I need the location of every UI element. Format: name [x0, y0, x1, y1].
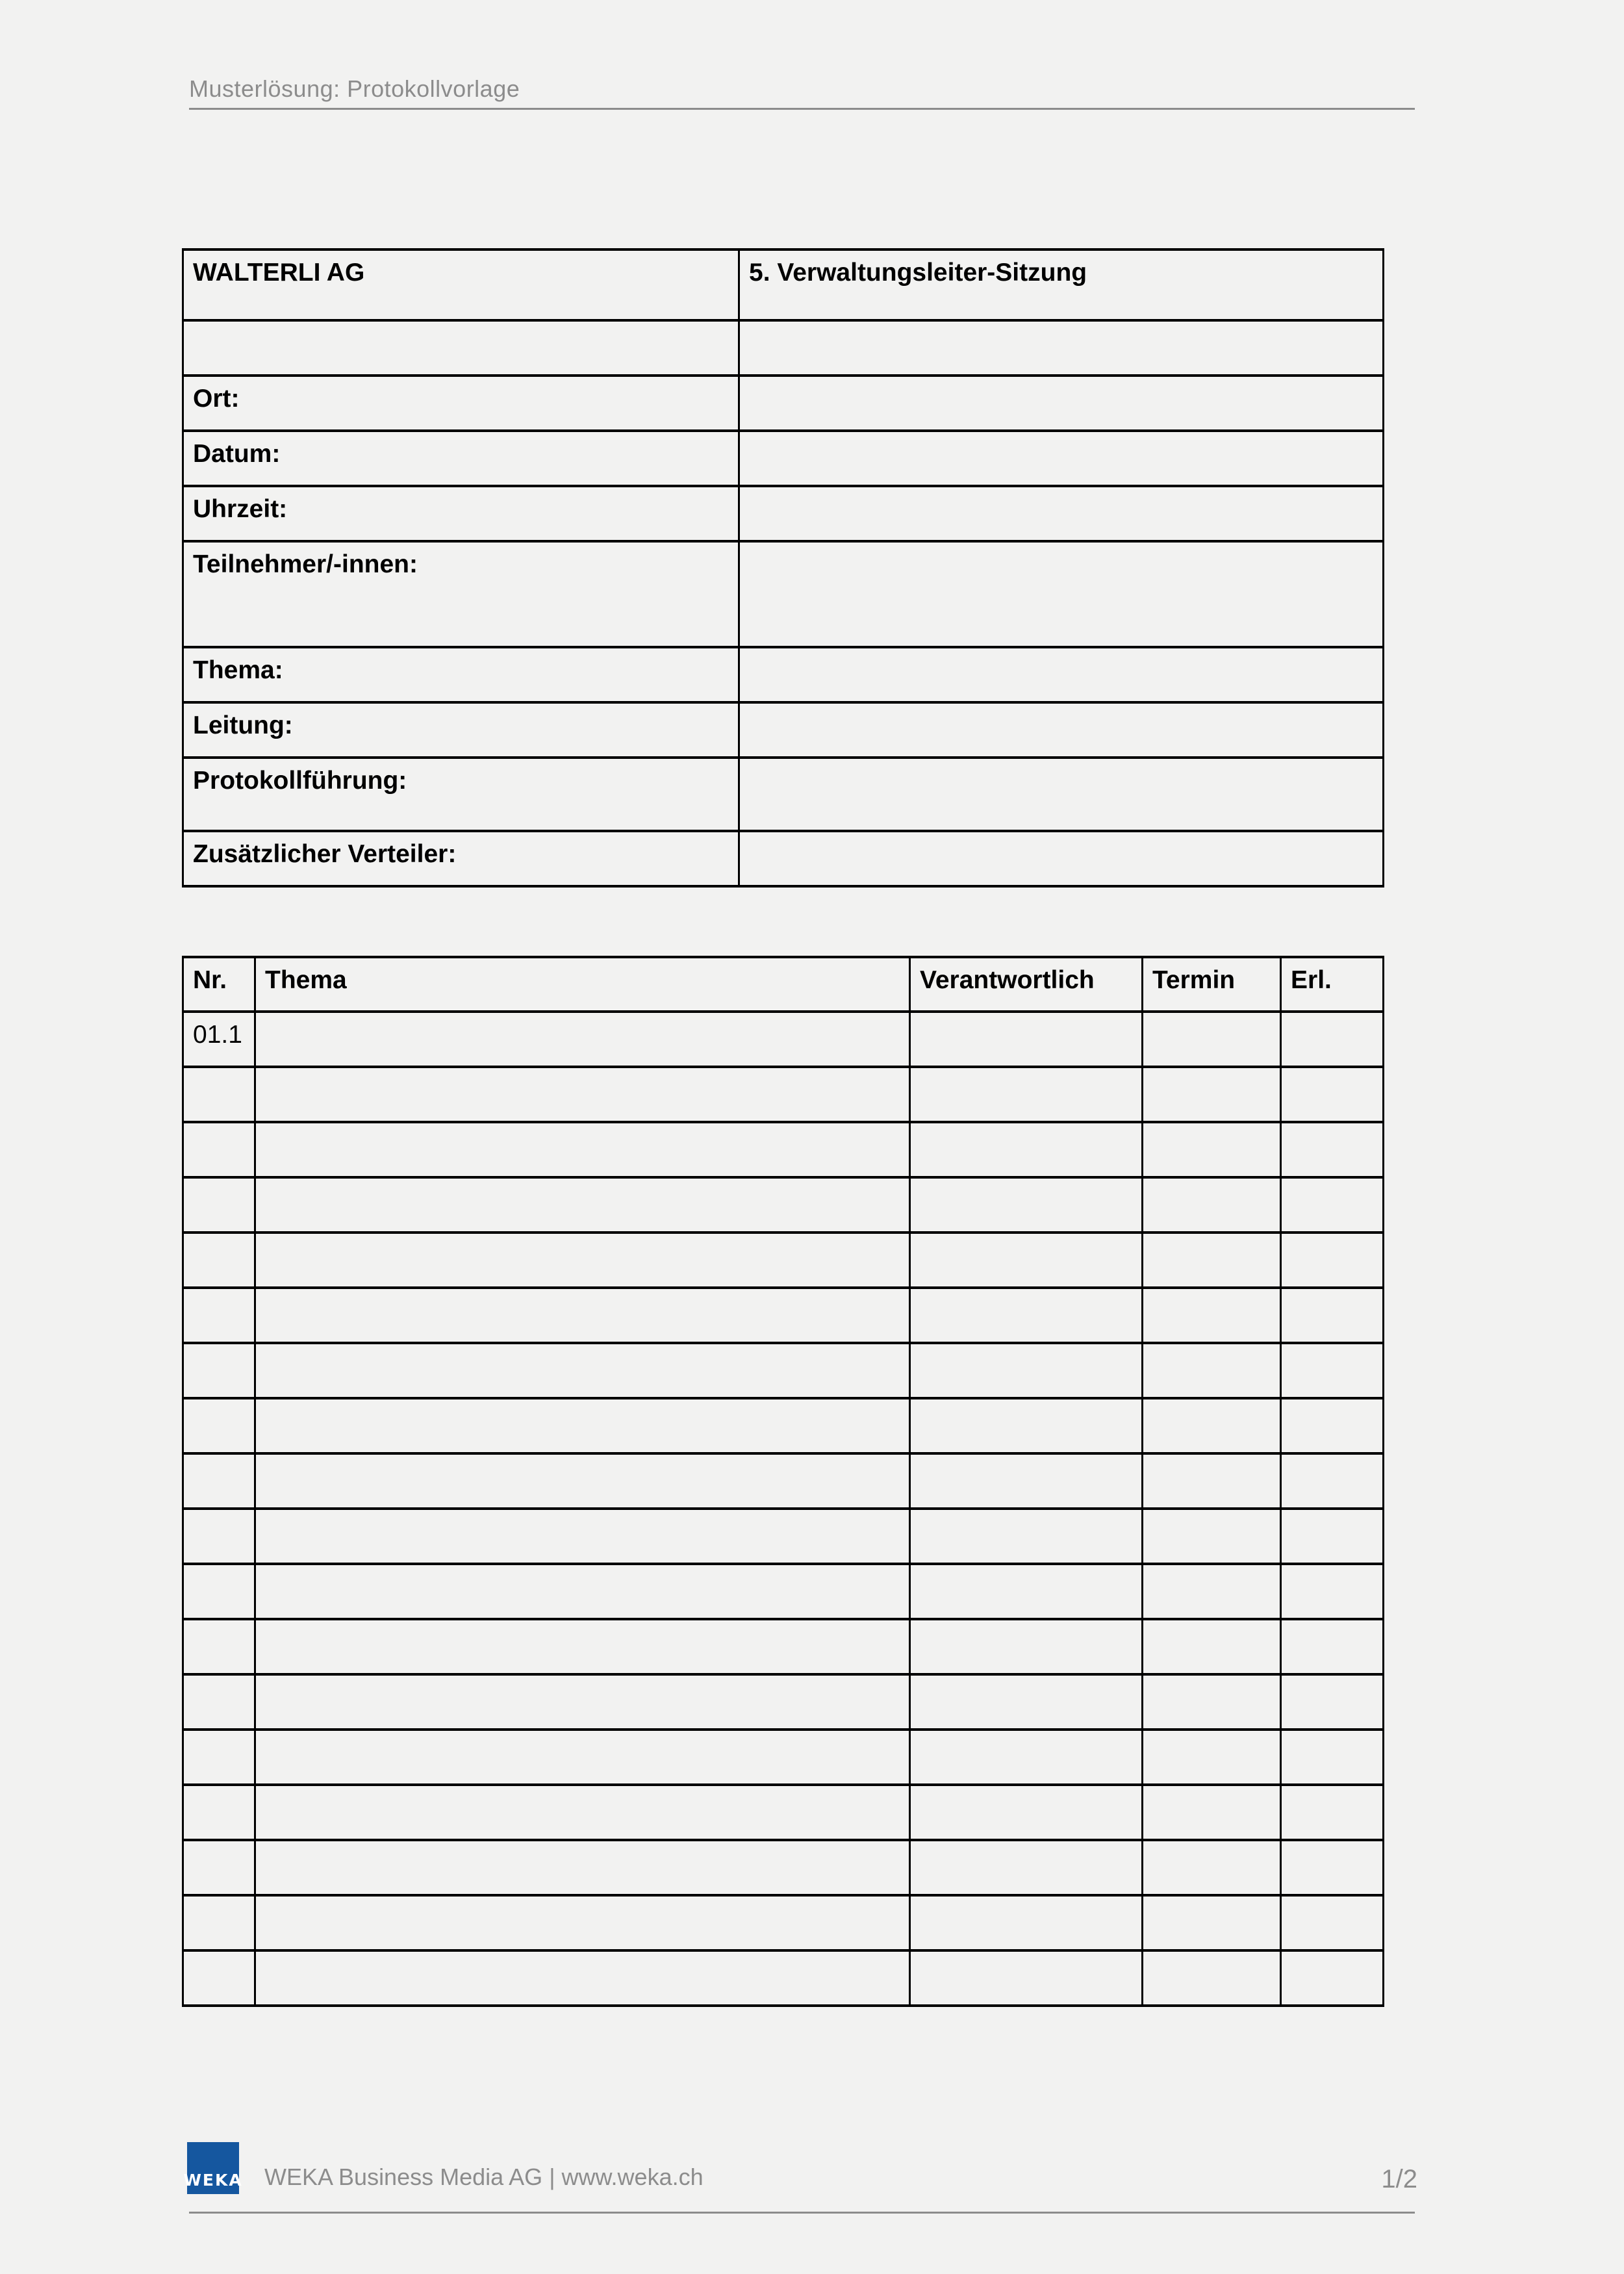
agenda-cell	[1143, 1841, 1282, 1894]
agenda-cell	[256, 1234, 911, 1286]
info-label-cell: Teilnehmer/-innen:	[184, 543, 740, 646]
agenda-cell	[184, 1897, 256, 1949]
agenda-cell	[1282, 1013, 1382, 1066]
agenda-cell	[1143, 1399, 1282, 1452]
agenda-cell	[184, 1234, 256, 1286]
agenda-row	[184, 1731, 1382, 1786]
agenda-cell	[256, 1952, 911, 2004]
agenda-header-cell: Erl.	[1291, 966, 1332, 994]
agenda-cell	[1143, 1731, 1282, 1783]
agenda-cell	[184, 1399, 256, 1452]
agenda-cell	[911, 1841, 1143, 1894]
info-row	[184, 759, 1382, 832]
agenda-row	[184, 1399, 1382, 1455]
info-label-cell: Zusätzlicher Verteiler:	[184, 832, 740, 885]
agenda-row	[184, 1897, 1382, 1952]
agenda-cell	[911, 1068, 1143, 1121]
agenda-cell	[1143, 1786, 1282, 1839]
agenda-cell	[256, 1731, 911, 1783]
info-row	[184, 487, 1382, 543]
agenda-cell	[256, 1455, 911, 1507]
info-value-cell	[740, 487, 1382, 540]
agenda-cell	[256, 1013, 911, 1066]
agenda-cell	[256, 1841, 911, 1894]
agenda-cell	[1282, 1123, 1382, 1176]
agenda-cell	[1143, 1179, 1282, 1231]
agenda-cell	[184, 1455, 256, 1507]
agenda-row	[184, 1510, 1382, 1565]
info-row	[184, 377, 1382, 432]
agenda-cell	[1282, 1344, 1382, 1397]
agenda-cell	[1282, 1068, 1382, 1121]
info-value-cell	[740, 832, 1382, 885]
info-row	[184, 648, 1382, 704]
agenda-cell	[1282, 1731, 1382, 1783]
agenda-cell	[911, 1179, 1143, 1231]
agenda-cell	[184, 1786, 256, 1839]
info-value-cell	[740, 648, 1382, 701]
page-number: 1/2	[1381, 2165, 1417, 2193]
agenda-cell	[256, 1179, 911, 1231]
agenda-cell	[1282, 1620, 1382, 1673]
agenda-cell	[1282, 1841, 1382, 1894]
agenda-cell	[911, 1565, 1143, 1618]
info-table	[182, 248, 1384, 888]
agenda-cell	[1143, 1565, 1282, 1618]
agenda-row	[184, 1952, 1382, 2007]
agenda-cell	[1282, 1455, 1382, 1507]
agenda-cell	[184, 1731, 256, 1783]
agenda-cell	[911, 1123, 1143, 1176]
agenda-cell	[1143, 1123, 1282, 1176]
agenda-cell	[184, 1565, 256, 1618]
info-value-cell	[740, 759, 1382, 830]
agenda-cell	[1282, 1179, 1382, 1231]
agenda-cell	[911, 1289, 1143, 1342]
info-row	[184, 322, 1382, 377]
agenda-cell	[1282, 1786, 1382, 1839]
agenda-cell	[1282, 1399, 1382, 1452]
agenda-cell	[1282, 1676, 1382, 1728]
agenda-row	[184, 1179, 1382, 1234]
info-value-cell	[740, 432, 1382, 485]
agenda-cell	[256, 1123, 911, 1176]
agenda-cell	[1143, 1289, 1282, 1342]
agenda-row	[184, 1676, 1382, 1731]
agenda-cell	[256, 1897, 911, 1949]
agenda-cell	[184, 1952, 256, 2004]
agenda-cell	[256, 1620, 911, 1673]
agenda-cell	[256, 1289, 911, 1342]
agenda-row	[184, 1234, 1382, 1289]
agenda-cell	[911, 1676, 1143, 1728]
agenda-cell	[911, 1952, 1143, 2004]
agenda-row	[184, 1344, 1382, 1399]
agenda-cell	[1143, 1013, 1282, 1066]
weka-logo-text: WEKA	[183, 2171, 243, 2190]
agenda-cell	[1282, 1897, 1382, 1949]
agenda-header-row	[184, 958, 1382, 1013]
info-row	[184, 704, 1382, 759]
agenda-cell	[911, 1786, 1143, 1839]
info-row	[184, 251, 1382, 322]
info-value-cell	[740, 322, 1382, 374]
agenda-header-cell: Termin	[1143, 958, 1282, 1010]
agenda-cell	[256, 1786, 911, 1839]
agenda-cell	[256, 1344, 911, 1397]
info-label-cell: Ort:	[184, 377, 740, 429]
agenda-cell	[184, 1676, 256, 1728]
agenda-row	[184, 1620, 1382, 1676]
agenda-cell	[1143, 1455, 1282, 1507]
agenda-row	[184, 1123, 1382, 1179]
agenda-header-cell: Thema	[256, 958, 911, 1010]
info-label-cell	[184, 322, 740, 374]
agenda-cell: 01.1	[184, 1013, 256, 1066]
info-value-cell	[740, 543, 1382, 646]
footer-rule	[189, 2212, 1415, 2214]
doc-title: Musterlösung: Protokollvorlage	[189, 75, 520, 102]
agenda-cell	[1143, 1952, 1282, 2004]
agenda-cell	[1282, 1234, 1382, 1286]
agenda-table	[182, 956, 1384, 2007]
agenda-cell	[911, 1510, 1143, 1563]
agenda-cell	[1143, 1676, 1282, 1728]
agenda-cell	[911, 1620, 1143, 1673]
weka-logo	[183, 2142, 243, 2194]
agenda-row	[184, 1455, 1382, 1510]
agenda-cell	[184, 1510, 256, 1563]
footer-text: WEKA Business Media AG | www.weka.ch	[264, 2164, 704, 2190]
agenda-cell	[256, 1510, 911, 1563]
agenda-cell	[1282, 1565, 1382, 1618]
info-label-cell: Datum:	[184, 432, 740, 485]
agenda-cell	[184, 1620, 256, 1673]
agenda-cell	[256, 1676, 911, 1728]
info-label-cell: Leitung:	[184, 704, 740, 756]
agenda-cell	[184, 1841, 256, 1894]
agenda-row	[184, 1013, 1382, 1068]
info-row	[184, 543, 1382, 648]
agenda-cell	[911, 1731, 1143, 1783]
agenda-header-cell: Nr.	[184, 958, 256, 1010]
info-value-cell: 5. Verwaltungsleiter-Sitzung	[749, 259, 1087, 287]
agenda-row	[184, 1565, 1382, 1620]
agenda-cell	[1143, 1234, 1282, 1286]
agenda-cell	[911, 1013, 1143, 1066]
agenda-cell	[184, 1068, 256, 1121]
agenda-cell	[1143, 1344, 1282, 1397]
agenda-cell	[1282, 1952, 1382, 2004]
info-value-cell	[740, 704, 1382, 756]
info-label-cell: WALTERLI AG	[184, 251, 740, 319]
agenda-cell	[184, 1123, 256, 1176]
agenda-cell	[256, 1565, 911, 1618]
agenda-cell	[1282, 1510, 1382, 1563]
agenda-cell	[184, 1344, 256, 1397]
info-label-cell: Protokollführung:	[184, 759, 740, 830]
info-value-cell	[740, 377, 1382, 429]
agenda-cell	[256, 1399, 911, 1452]
agenda-cell	[1143, 1068, 1282, 1121]
agenda-row	[184, 1289, 1382, 1344]
agenda-cell	[1143, 1897, 1282, 1949]
info-label-cell: Uhrzeit:	[184, 487, 740, 540]
info-row	[184, 432, 1382, 487]
agenda-cell	[911, 1234, 1143, 1286]
agenda-header-cell: Verantwortlich	[911, 958, 1143, 1010]
agenda-cell	[911, 1399, 1143, 1452]
agenda-row	[184, 1068, 1382, 1123]
agenda-cell	[911, 1344, 1143, 1397]
agenda-cell	[184, 1289, 256, 1342]
agenda-row	[184, 1841, 1382, 1897]
info-row	[184, 832, 1382, 888]
agenda-cell	[1143, 1620, 1282, 1673]
agenda-cell	[911, 1455, 1143, 1507]
agenda-cell	[1143, 1510, 1282, 1563]
header-rule	[189, 108, 1415, 110]
agenda-cell	[256, 1068, 911, 1121]
agenda-cell	[184, 1179, 256, 1231]
info-label-cell: Thema:	[184, 648, 740, 701]
agenda-cell	[1282, 1289, 1382, 1342]
agenda-row	[184, 1786, 1382, 1841]
agenda-cell	[911, 1897, 1143, 1949]
